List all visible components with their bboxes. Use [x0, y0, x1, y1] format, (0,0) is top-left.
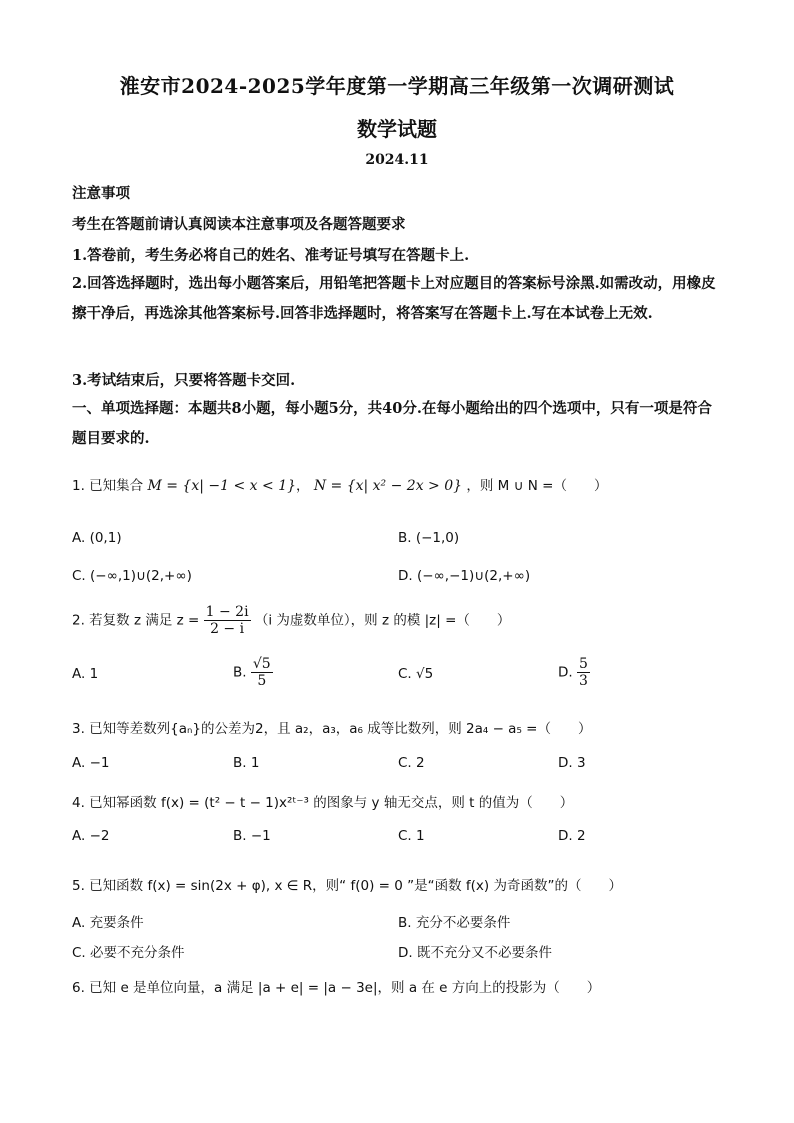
notes-intro: 考生在答题前请认真阅读本注意事项及各题答题要求	[72, 216, 406, 233]
exam-date: 2024.11	[365, 152, 429, 168]
question-1-option-c: C. (−∞,1)∪(2,+∞)	[72, 568, 192, 584]
notes-heading: 注意事项	[72, 185, 130, 202]
question-3-stem: 3. 已知等差数列{aₙ}的公差为2，且 a₂，a₃，a₆ 成等比数列，则 2a₄ − a₅ =（ ）	[72, 721, 592, 737]
question-5-option-b: B. 充分不必要条件	[398, 915, 511, 931]
exam-subtitle: 数学试题	[357, 117, 437, 141]
exam-title: 淮安市2024-2025学年度第一学期高三年级第一次调研测试	[119, 74, 675, 98]
question-3-option-a: A. −1	[72, 755, 110, 771]
notes-item-2: 2.回答选择题时，选出每小题答案后，用铅笔把答题卡上对应题目的答案标号涂黑.如需改动，用橡皮擦干净后，再选涂其他答案标号.回答非选择题时，将答案写在答题卡上.写在本试卷上无效.	[72, 275, 716, 322]
question-5-option-a: A. 充要条件	[72, 915, 144, 931]
question-4-option-a: A. −2	[72, 828, 110, 844]
notes-item-3: 3.考试结束后，只要将答题卡交回.	[72, 372, 296, 389]
question-2-fraction: $\frac{1 - 2i}{2 - i}$	[205, 604, 249, 637]
question-1-option-b: B. (−1,0)	[398, 530, 460, 546]
question-4-stem: 4. 已知幂函数 f(x) = (t² − t − 1)x²ᵗ⁻³ 的图象与 y 轴无交点，则 t 的值为（ ）	[72, 795, 574, 811]
question-4-option-b: B. −1	[233, 828, 271, 844]
question-5-stem: 5. 已知函数 f(x) = sin(2x + φ), x ∈ R，则“ f(0) = 0 ”是“函数 f(x) 为奇函数”的（ ）	[72, 878, 622, 894]
question-3-option-c: C. 2	[398, 755, 425, 771]
notes-item-1: 1.答卷前，考生务必将自己的姓名、准考证号填写在答题卡上.	[72, 247, 470, 264]
question-5-option-c: C. 必要不充分条件	[72, 945, 185, 961]
question-2-option-b: B. $\frac{√5}{5}$	[233, 656, 271, 689]
question-2-option-c: C. √5	[398, 666, 434, 682]
question-5-option-d: D. 既不充分又不必要条件	[398, 945, 552, 961]
question-4-option-c: C. 1	[398, 828, 425, 844]
question-6-stem: 6. 已知 e 是单位向量，a 满足 |a + e| = |a − 3e|，则 a 在 e 方向上的投影为（ ）	[72, 980, 601, 996]
question-1-stem: 1. 已知集合 M = {x| −1 < x < 1}， N = {x| x² − 2x > 0} ，则 M ∪ N =（ ）	[72, 478, 608, 494]
question-4-option-d: D. 2	[558, 828, 586, 844]
question-2-stem: 2. 若复数 z 满足 z = $\frac{1 - 2i}{2 - i}$ （i 为虚数单位），则 z 的模 |z| =（ ）	[72, 604, 511, 637]
question-3-option-b: B. 1	[233, 755, 260, 771]
section-heading: 一、单项选择题：本题共8小题，每小题5分，共40分.在每小题给出的四个选项中，只有一项是符合题目要求的.	[72, 400, 712, 447]
question-2-option-a: A. 1	[72, 666, 99, 682]
question-1-option-a: A. (0,1)	[72, 530, 122, 546]
question-3-option-d: D. 3	[558, 755, 586, 771]
question-2-option-d: D. $\frac{5}{3}$	[558, 656, 588, 689]
question-1-option-d: D. (−∞,−1)∪(2,+∞)	[398, 568, 531, 584]
